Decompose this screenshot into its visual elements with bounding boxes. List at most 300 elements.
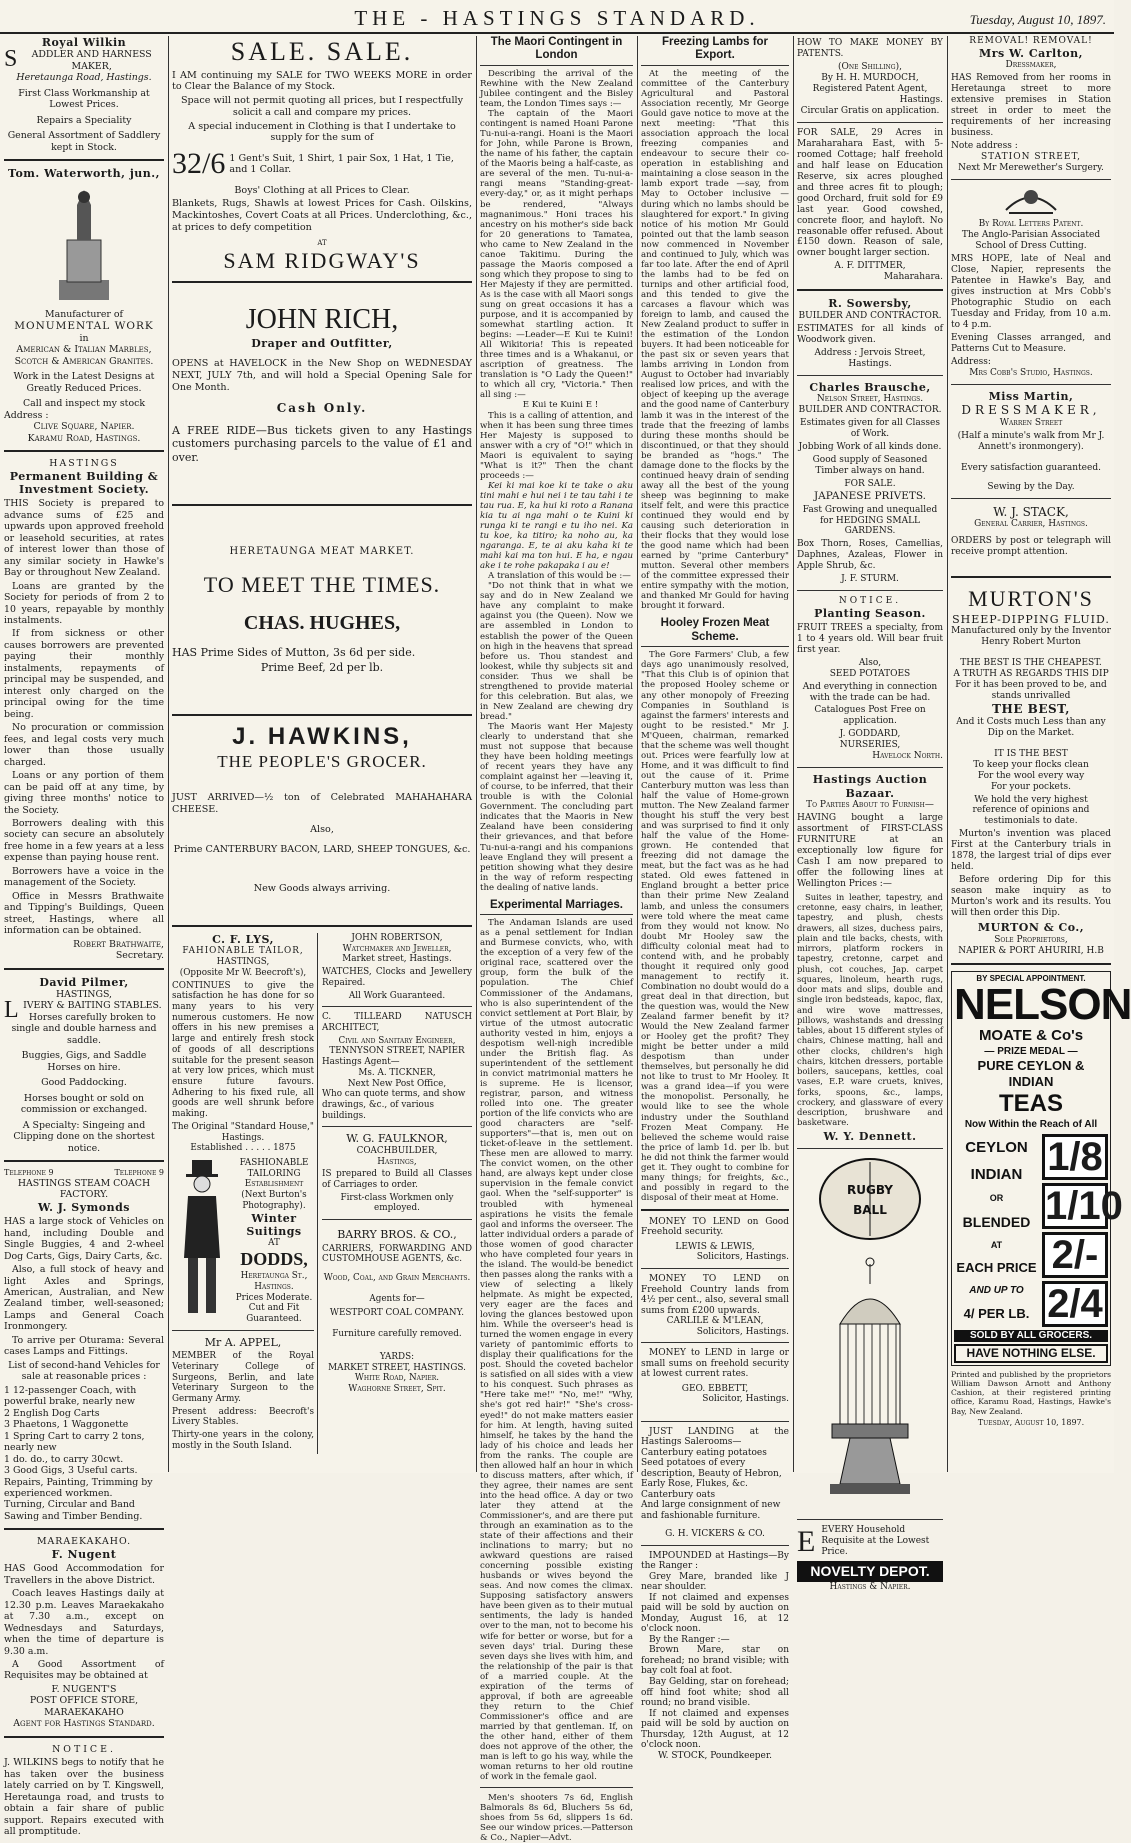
ad-line: BLENDED <box>962 1213 1031 1230</box>
ad-text: HAS Removed from her rooms in Heretaunga street to more extensive premises in Station street in order to meet the requirements of her increasing business. <box>951 73 1111 139</box>
ad-line: 3 Phaetons, 1 Waggonette <box>4 1419 129 1431</box>
ad-line: Establishment <box>244 1179 304 1190</box>
ad-line: MARKET STREET, HASTINGS. <box>328 1362 466 1373</box>
ad-line: Karamu Road, Hastings. <box>27 432 141 444</box>
ad-line: — PRIZE MEDAL — <box>984 1045 1078 1057</box>
ad-text: Coach leaves Hastings daily at 12.30 p.m. Leaves Maraekakaho at 7.30 a.m., except on Wednesdays and Saturdays, when the time of departure is 9.30 a.m. <box>4 1588 164 1657</box>
ad-line: JOHN ROBERTSON, <box>351 932 443 943</box>
ad-text: Thirty-one years in the colony, mostly in the South Island. <box>172 1430 314 1451</box>
ad-line: A Specialty: Singeing and Clipping done on the shortest notice. <box>13 1119 155 1154</box>
ad-headline: TO MEET THE TIMES. <box>203 572 441 598</box>
monument-illustration <box>49 185 119 305</box>
ad-line: BY SPECIAL APPOINTMENT. <box>976 973 1086 983</box>
article-text: The Gore Farmers' Club, a few days ago unanimously resolved, "That this Club is of opinion that the proposed Hooley scheme or any other monopoly of Freezing Companies in Southland is against the farmers' interests and ought to be resisted." Mr J. M'Queen, chairman, remarked that the scheme was well thought out. Prices were fearfully low at Home, and it was difficult to find out the cause of it. Prime Canterbury mutton was less than half the value of Home-grown mutton. The New Zealand farmer thought his stuff the very best and was surprised to find it only half the value of the Home-grown. He contended that freezing did not damage the meat, but the fact was as he had stated. Old ewes fattened in England brought a better price than their prime New Zealand lamb, and unless the consumers were told where the meat came from they would not know. No doubt Mr Hooley saw the difficulty colonial meat had to contend with, and he probably thought it required only good management to rectify it. Combination no doubt would do a great deal in that direction, but the question was, would the New Zealand farmer benefit by it? Would the New Zealand farmer or Hooley get the profit? They might be better under a mild despotism than under themselves, but personally he did not like to trust to Mr Hooley. It was a grand idea—if you were the monopolist. Personally, he would like to see the whole industry under the Southland Frozen Meat Company. He believed the scheme would raise the price of lamb 1d. per lb. but he did not think the farmer would get it. They ought to combine for many things; for freights, &c., and possibly in regard to the disposal of their meat at Home. <box>641 650 789 1203</box>
ad-line: HASTINGS STEAM COACH FACTORY. <box>17 1177 151 1201</box>
column-rule <box>168 36 169 1472</box>
ad-name: Tom. Waterworth, jun., <box>8 167 160 181</box>
ad-text: I AM continuing my SALE for TWO WEEKS MORE in order to Clear the Balance of my Stock. <box>172 69 472 93</box>
ad-text: Evening Classes arranged, and Patterns Cut to Measure. <box>951 332 1111 354</box>
ad-signature: Robert Brathwaite, <box>73 938 164 950</box>
ad-line: The Original "Standard House," Hastings. <box>172 1121 314 1143</box>
ad-text: Estimates given for all Classes of Work. <box>800 417 940 439</box>
ad-line: Horses bought or sold on commission or exchanged. <box>20 1092 148 1116</box>
ad-line: Agents for— <box>369 1293 425 1304</box>
ad-line: IT IS THE BEST <box>994 748 1068 759</box>
ad-line: 1 do. do., to carry 30cwt. <box>4 1453 124 1465</box>
ad-name: Planting Season. <box>814 607 926 621</box>
ad-line: To Parties About to Furnish— <box>806 800 934 811</box>
ad-line: Waghorne Street, Spit. <box>348 1384 446 1395</box>
ad-text: We hold the very highest reference of opinions and testimonials to date. <box>972 794 1090 827</box>
ad-text: MONEY to LEND in large or small sums on freehold security at lowest current rates. <box>641 1348 789 1380</box>
masthead-title: THE - HASTINGS STANDARD. <box>354 6 760 30</box>
ad-text: If not claimed and expenses paid will be sold by auction on Monday, August 16, at 12 o'clock noon. <box>641 1592 789 1635</box>
ad-signature: W. STOCK, Poundkeeper. <box>657 1750 773 1761</box>
ad-line: BUILDER AND CONTRACTOR. <box>798 404 942 415</box>
ad-name: C. F. LYS, <box>212 932 274 946</box>
ad-text: Borrowers have a voice in the management of the Society. <box>4 865 164 889</box>
ad-line: MARAEKAKAHO <box>44 1706 124 1718</box>
ad-line: COACHBUILDER, <box>356 1145 438 1156</box>
ad-text: CONTINUES to give the satisfaction he has done for so many years to his very numerous customers. He now offers in his new premises a large and entirely fresh stock of goods of all descriptions suitable for the present season at very low prices, which must ensure future favours. Adhering to his fixed rule, all goods are well shrunk before making. <box>172 980 314 1120</box>
ad-name: Permanent Building & Investment Society. <box>9 469 159 496</box>
ad-line: Hastings. <box>899 94 943 105</box>
ad-headline: JOHN RICH, <box>245 303 399 335</box>
ad-line: For the wool every way <box>977 770 1085 781</box>
ad-text: If from sickness or other causes borrowers are prevented paying their monthly instalments, repayments of principal may be suspended, and interest only charged on the principal owing for the time being. <box>4 628 164 720</box>
ad-line: By Royal Letters Patent. <box>978 219 1084 230</box>
ad-line: TENNYSON STREET, NAPIER <box>329 1046 465 1057</box>
ad-line: Solicitor, Hastings. <box>702 1394 789 1405</box>
ad-line: in <box>79 332 89 344</box>
ad-name: Charles Brausche, <box>809 380 931 394</box>
ad-line: Repairs, Painting, Trimming by experienced workmen. <box>4 1476 153 1499</box>
ad-line: Manufactured only by the Inventor Henry Robert Murton <box>951 626 1111 648</box>
ad-line: Watchmaker and Jeweller, <box>342 943 452 954</box>
rugby-ball-and-birdcage-illustration <box>810 1154 930 1514</box>
ad-line: Cut and Fit Guaranteed. <box>246 1303 302 1324</box>
ad-line: HASTINGS, <box>55 989 113 1001</box>
ad-line: A. F. DITTMER, <box>834 261 906 272</box>
column-1 <box>4 36 164 1838</box>
ad-line: A TRUTH AS REGARDS THIS DIP <box>953 669 1109 680</box>
ad-line: AT <box>268 1238 280 1249</box>
ad-name: THE BEST, <box>992 702 1070 717</box>
ad-headline: SALE. SALE. <box>230 37 414 66</box>
ad-line: THE BEST IS THE CHEAPEST. <box>960 658 1102 669</box>
ad-line: NAPIER & PORT AHURIRI, H.B <box>958 945 1104 956</box>
ad-line: 3 Good Gigs, 3 Useful carts. <box>4 1465 138 1477</box>
gentleman-illustration <box>172 1158 232 1318</box>
ad-line: Ms. A. TICKNER, <box>358 1067 436 1078</box>
ad-text: Office in Messrs Brathwaite and Tipping's Buildings, Queen street, Hastings, where all information can be obtained. <box>4 890 164 937</box>
ad-line: Seed potatoes of every description, Beauty of Hebron, Early Rose, Flukes, &c. <box>641 1458 782 1490</box>
ad-text: (Half a minute's walk from Mr J. Annett's ironmongery). <box>957 430 1105 452</box>
ad-line: Hastings Agent— <box>322 1057 400 1068</box>
ad-name: F. Nugent <box>51 1547 117 1561</box>
ad-line: DRESSMAKER, <box>961 403 1101 418</box>
ad-name: Miss Martin, <box>988 389 1074 403</box>
ad-headline: DODDS, <box>240 1249 308 1270</box>
ad-text: JUST LANDING at the Hastings Salerooms— <box>641 1426 789 1448</box>
ad-text: MONEY TO LEND on Good Freehold security. <box>641 1216 789 1238</box>
ad-signature: Secretary. <box>115 950 164 962</box>
tea-price: 1/8 <box>1042 1134 1108 1180</box>
ad-signature: G. H. VICKERS & CO. <box>665 1529 765 1540</box>
ad-text: List of second-hand Vehicles for sale at reasonable prices : <box>8 1359 160 1383</box>
article-text: At the meeting of the committee of the Canterbury Agricultural and Pastoral Association recently, Mr George Gould gave notice to move at the next meeting: "That this association approach the local freezing companies and endeavour to secure their co-operation in establishing and maintaining a close season in the lamb export trade —say, from May to October inclusive —during which no lambs should be slaughtered for export." In giving notice of his motion Mr Gould pointed out that the lamb season now commenced in November and continued to July, which was far too late. After the end of April the lambs had to be fed on turnips and other artificial food, and this tended to give the carcases a flavour which was foreign to lamb, and caused the New Zealand product to suffer in the estimation of the London buyers. It had been noticeable for the past six or seven years that lambs arriving in London from August to October had invariably realised low prices, and with the object of keeping up the average and the good name of Canterbury lamb it was in the interest of the trade that the freezing of lambs during these months should be discontinued, or that they should be branded as "hogs." The damage done to the flocks by the continued heavy drain of sending away all the best of the young sheep was beginning to make itself felt, and were this practice continued they would end by causing such deterioration in their flocks that they would lose the good name which had been earned by "prime Canterbury" mutton. Several other members of the committee expressed their entire sympathy with the motion, and thanked Mr Gould for having brought it forward. <box>641 68 789 612</box>
ad-line: J. GODDARD, <box>839 729 901 740</box>
ad-line: First-class Workmen only employed. <box>340 1192 454 1214</box>
ad-line: AND UP TO <box>969 1285 1024 1296</box>
ad-line: New Goods always arriving. <box>253 883 391 895</box>
ad-text: FRUIT TREES a specialty, from 1 to 4 years old. Will bear fruit first year. <box>797 622 943 655</box>
article-text: "Do not think that in what we say and do in New Zealand we have any complaint to make against you (the Queen). Now we are assembled in London to establish the power of the Queen on high in the heavens that spread before us. Thou standest and lookest, while thy subjects sit and consider. Thus we shall be strengthened to provide material for this celebration. But alas, we in New Zealand are chewing dry bread." <box>480 581 633 722</box>
ad-text: JUST ARRIVED—½ ton of Celebrated MAHAHAHARA CHEESE. <box>172 792 472 816</box>
ad-line: Address : Jervois Street, Hastings. <box>814 347 926 369</box>
royal-crest-icon <box>1001 185 1061 215</box>
ad-text: MONEY TO LEND on Freehold Country lands from 4½ per cent., also, several small sums from £200 upwards. <box>641 1273 789 1316</box>
ad-line: Horses carefully broken to single and double harness and saddle. <box>11 1011 157 1046</box>
ad-line: Sewing by the Day. <box>987 481 1075 492</box>
imprint-date: Tuesday, August 10, 1897. <box>977 1417 1085 1427</box>
ad-text: Also, a full stock of heavy and light Axles and Springs, American, Australian, and New Zealand timber, well-seasoned; Lamps and General Coach Ironmongery. <box>4 1264 164 1333</box>
ad-headline: MURTON'S <box>968 586 1094 612</box>
ad-line: MAKER, <box>71 60 112 72</box>
imprint-text: Printed and published by the proprietors William Dawson Arnott and Anthony Cashion, at their registered printing office, Karamu Road, Hastings, Hawke's Bay, New Zealand. <box>951 1369 1111 1416</box>
ad-text: No procuration or commission fees, and legal costs very much lower than those usually charged. <box>4 722 164 768</box>
ad-text: Blankets, Rugs, Shawls at lowest Prices for Cash. Oilskins, Mackintoshes, Covert Coats at all Prices. Underclothing, &c., at prices to defy competition <box>172 198 472 233</box>
drop-cap: L <box>4 997 19 1024</box>
ad-text: Before ordering Dip for this season make inquiry as to Murton's work and its results. You will then order this Dip. <box>951 875 1111 919</box>
ad-text: 1 Gent's Suit, 1 Shirt, 1 pair Sox, 1 Hat, 1 Tie, and 1 Collar. <box>229 152 454 176</box>
ad-line: General Carrier, Hastings. <box>974 519 1088 530</box>
ad-line: AT <box>317 239 327 248</box>
ad-line: Next New Post Office, <box>347 1078 447 1089</box>
article-text: The captain of the Maori contingent is named Hoani Parone Tu-nui-a-rangi. Hoani is the Maori for John, while Parone is Brown, the name of his father, the captain of the Maoris being a half-caste, as are several of the men. Tu-nui-a-rangi means "Standing-great-every-day," or, as it might perhaps be rendered, "Always magnanimous." Honi traces his ancestry on his mother's side back for 20 generations to Tamatea, who came to New Zealand in the canoe Takitimu. During the passage the Maoris composed a song which they propose to sing to Her Majesty if they are permitted. As is the case with all Maori songs sung on great occasions it has a purpose, and it is accompanied by somewhat startling action. It begins: —Leader—E Kui te Kuini! All Wikitoria! This is repeated three times and is a Whakanui, or ascription of greatness. The translation is "O Lady the Queen!" to which all cry, "Victoria." Then all sing :— <box>480 109 634 401</box>
ad-line: Nelson Street, Hastings. <box>816 394 924 404</box>
ad-line: INDIAN <box>970 1165 1023 1183</box>
ad-line: Prices Moderate. <box>235 1292 313 1303</box>
ad-headline: THE PEOPLE'S GROCER. <box>217 751 427 771</box>
ad-line: Established . . . . . 1875 <box>190 1143 296 1154</box>
ad-line: Turning, Circular and Band Sawing and Timber Bending. <box>4 1499 143 1522</box>
ad-line: White Road, Napier. <box>354 1373 440 1384</box>
ad-name: Mrs W. Carlton, <box>979 46 1083 60</box>
novelty-depot-banner: NOVELTY DEPOT. <box>797 1561 943 1582</box>
article-heading: The Maori Contingent in London <box>480 36 633 66</box>
ad-line: Warren Street <box>999 417 1063 428</box>
ad-line: Who can quote terms, and show drawings, &c., of various buildings. <box>322 1089 466 1121</box>
ad-line: Address: <box>951 356 991 367</box>
ad-name: R. Sowersby, <box>828 297 912 311</box>
ad-line: By H. H. MURDOCH, <box>821 72 919 83</box>
article-heading: Freezing Lambs for Export. <box>641 36 789 66</box>
ad-text: A FREE RIDE—Bus tickets given to any Hastings customers purchasing parcels to the value of £1 and over. <box>172 424 472 464</box>
article-text: The Andaman Islands are used as a penal settlement for Indian and Burmese convicts, who, with the exception of a very few of the original race, scattered over the group, form the bulk of the population. The Chief Commissioner of the Andamans, who is also superintendent of the convict settlement at Port Blair, by virtue of the utmost autocratic authority vested in him, enjoys a despotism well-nigh incredible under the British flag. As superintendent of the settlement in convict matrimonial matters he is supreme. He is licensor, registrar, parson, and witness rolled into one. The greater portion of the life convicts who are good characters are "self-supporters"—that is, men out on ticket-of-leave in the settlement. These men are allowed to marry. The convict women, on the other hand, are always kept under close supervision in the female convict gaol. When the "self-supporter" is troubled with hymeneal aspirations he visits the female gaol and informs the overseer. The latter individual orders a parade of those women of good character who have completed four years in the island. The would-be benedict then passes along the ranks with a view of selecting a likely helpmate. As might be expected, very eager are the faces and loving the glances bestowed upon him. While the overseer's head is turned the women engage in every variety of pantomimic efforts to display their qualifications for the post. Should the coveted bachelor is satisfied on all sides with a view to his conquest. Such phrases as "Here take me!" "No, me!" "Why, she's got red hair!" "She's cross-eyed!" do not make matters easier for him. At length, having suited himself, he takes by the hand the lady of his choice and leads her from the ranks. The couple are then allowed half an hour in which to discuss matters, after which, if they agree, their names are sent into the head office. A day or two later they attend at the Commissioner's, and are there put through an examination as to the state of their affections and their inclinations to marry; but no awkward questions are raised concerning possible existing husbands or wives beyond the seas. And now comes the climax. Supposing satisfactory answers have been given as to their mutual sentiments, the lady is handed over to the man, not to become his wife for better or worse, but for a seven days' trial. During these seven days she lives with him, and the relationship of the pair is that of a married couple. At the expiration of the terms of approval, if both are agreeable they return to the Chief Commissioner's office and are married by that gentleman. If, on the other hand, either of them does not approve of the other, the man is left to go his way, while the woman returns to her old routine of work in the female gaol. <box>480 918 633 1783</box>
ad-headline: J. HAWKINS, <box>232 723 412 751</box>
ad-text: ORDERS by post or telegraph will receive prompt attention. <box>951 536 1111 558</box>
ad-line: Telephone 9 <box>4 1168 54 1178</box>
ad-line: FASHIONABLE <box>239 1158 309 1169</box>
ad-line: (One Shilling), <box>838 61 902 72</box>
ad-line: 1 Spring Cart to carry 2 tons, nearly new <box>4 1430 145 1454</box>
ad-line: SEED POTATOES <box>829 668 911 679</box>
ad-text: HAS Prime Sides of Mutton, 3s 6d per side. <box>172 645 416 659</box>
ad-line: EACH PRICE <box>956 1259 1037 1275</box>
ad-line: JAPANESE PRIVETS. <box>813 489 927 502</box>
ad-text: Loans or any portion of them can be paid off at any time, by giving three months' notice to the Society. <box>4 770 164 816</box>
ad-line: Call and inspect my stock <box>22 398 146 410</box>
nelson-moate-tea-ad <box>951 971 1131 1366</box>
ad-text: MRS HOPE, late of Neal and Close, Napier, represents the Patentee in Hawke's Bay, and gives instruction at Mrs Cobb's Photographic Studio on each Tuesday and Friday, from 10 a.m. to 4 p.m. <box>951 253 1111 330</box>
ad-text: A Good Assortment of Requisites may be obtained at <box>4 1659 164 1682</box>
ad-name: W. J. Symonds <box>37 1200 130 1214</box>
column-rule <box>947 36 948 1472</box>
drop-cap: E <box>797 1524 816 1558</box>
article-text: E Kui te Kuini E ! <box>522 400 599 411</box>
ad-name: Mr A. APPEL, <box>204 1335 282 1349</box>
ad-line: CARLILE & M'LEAN, <box>666 1316 764 1327</box>
ad-line: The Anglo-Parisian Associated School of Dress Cutting. <box>961 230 1101 251</box>
ad-line: 4/ PER LB. <box>963 1306 1030 1322</box>
ad-text: Fast Growing and unequalled for HEDGING SMALL GARDENS. <box>802 504 938 537</box>
ad-text: Bay Gelding, star on forehead; off hind foot white; shod all round; no brand visible. <box>641 1677 789 1709</box>
column-rule <box>476 36 477 1472</box>
ad-line: REMOVAL! REMOVAL! <box>969 36 1093 46</box>
ad-line: YARDS: <box>379 1351 415 1362</box>
ad-text: Present address: Beecroft's Livery Stables. <box>172 1406 314 1428</box>
ad-line: F. NUGENT'S <box>51 1683 117 1695</box>
ad-line: AT <box>990 1239 1003 1250</box>
ad-headline: NELSON <box>954 980 1131 1030</box>
ad-text: A special inducement in Clothing is that I undertake to supply for the sum of <box>188 120 456 144</box>
ad-line: Maharahara. <box>883 272 943 283</box>
tea-price: 2/- <box>1042 1232 1108 1278</box>
ad-name: Cash Only. <box>276 401 368 416</box>
ad-line: All Work Guaranteed. <box>348 990 446 1001</box>
ad-line: To keep your flocks clean <box>973 759 1089 770</box>
ad-line: HASTINGS <box>49 458 119 470</box>
ad-address: Heretaunga Road, Hastings. <box>16 72 152 84</box>
ad-text: ESTIMATES for all kinds of Woodwork given. <box>797 323 943 345</box>
ad-line: Telephone 9 <box>114 1168 164 1178</box>
ad-line: Note address : <box>951 141 1018 152</box>
ad-text: Jobbing Work of all kinds done. <box>798 441 942 452</box>
article-text: This is a calling of attention, and when it has been sung three times Her Majesty is supposed to answer with a cry of "O!" which in Maori is equivalent to saying "What is it?" Then the chant proceeds :— <box>480 410 633 481</box>
ad-block <box>322 933 472 1454</box>
ad-line: Hastings & Napier. <box>829 1582 911 1593</box>
ad-line: (Opposite Mr W. Beecroft's), <box>179 967 307 978</box>
ad-line: TAILORING <box>247 1168 301 1179</box>
ad-headline: CHAS. HUGHES, <box>243 612 401 635</box>
ad-line: Also, <box>310 823 334 835</box>
ad-line: MONUMENTAL WORK <box>14 320 154 333</box>
article-text: A translation of this would be :— <box>488 571 631 582</box>
ad-text: OPENS at HAVELOCK in the New Shop on WEDNESDAY NEXT, JULY 7th, and will hold a Special Opening Sale for One Month. <box>172 358 472 393</box>
ad-line: Havelock North. <box>872 751 943 762</box>
ad-text: WATCHES, Clocks and Jewellery Repaired. <box>322 967 472 988</box>
ad-name: W. Y. Dennett. <box>823 1129 917 1143</box>
ad-text: Boys' Clothing at all Prices to Clear. <box>234 184 410 196</box>
ad-line: Civil and Sanitary Engineer, <box>338 1035 456 1046</box>
ad-text: And everything in connection with the trade can be had. <box>802 681 938 703</box>
ad-text: To arrive per Oturama: Several cases Lamps and Fittings. <box>4 1334 164 1358</box>
ad-text: THIS Society is prepared to advance sums of £25 and upwards upon approved freehold or leasehold securities, at rates of interest lower than those of any similar society in Hawke's Bay or throughout New Zealand. <box>4 498 164 579</box>
ad-line: LEWIS & LEWIS, <box>675 1241 755 1252</box>
ad-line: STATION STREET, <box>981 152 1081 163</box>
column-4 <box>641 36 789 1761</box>
ad-line: Every satisfaction guaranteed. <box>961 462 1101 473</box>
ad-line: POST OFFICE STORE, <box>29 1695 139 1707</box>
ad-line: ADDLER AND HARNESS <box>31 49 152 61</box>
article-heading: Hooley Frozen Meat Scheme. <box>641 617 789 647</box>
ad-name: Winter Suitings <box>246 1211 302 1239</box>
ad-line: MARAEKAKAHO. <box>36 1536 132 1548</box>
column-3 <box>480 36 634 1843</box>
ad-text: If not claimed and expenses paid will be sold by auction on Thursday, 12th August, at 12 o'clock noon. <box>641 1708 789 1751</box>
ad-line: SOLD BY ALL GROCERS. <box>954 1330 1108 1342</box>
ad-line: 1 12-passenger Coach, with powerful brake, nearly new <box>4 1384 137 1408</box>
ad-name: W. G. FAULKNOR, <box>346 1132 448 1146</box>
ad-line: WESTPORT COAL COMPANY. <box>329 1308 465 1319</box>
ad-line: MOATE & Co's <box>978 1027 1084 1045</box>
ad-text: Brown Mare, star on forehead; no brand visible; with bay colt foal at foot. <box>641 1645 789 1677</box>
ad-text: EVERY Household Requisite at the Lowest Price. <box>821 1525 930 1557</box>
ad-text: By the Ranger :— <box>649 1634 730 1645</box>
ad-name: Royal Wilkin <box>41 36 127 49</box>
ad-line: Registered Patent Agent, <box>812 83 928 94</box>
ad-line: CEYLON <box>965 1138 1028 1156</box>
ad-text: Prime Beef, 2d per lb. <box>260 661 384 675</box>
ad-line: FOR SALE. <box>844 478 896 489</box>
ad-line: HERETAUNGA MEAT MARKET. <box>229 546 415 558</box>
ad-line: NURSERIES, <box>839 740 901 751</box>
ad-text: IMPOUNDED at Hastings—By the Ranger : <box>641 1550 789 1572</box>
ad-line: Heretaunga St., Hastings. <box>240 1271 308 1292</box>
masthead <box>0 0 1114 34</box>
ad-line: Address : <box>4 409 49 421</box>
ad-line: Furniture carefully removed. <box>332 1329 462 1340</box>
ad-text: MEMBER of the Royal Veterinary College of Surgeons, Berlin, and late Veterinary Surgeon to the Germany Army. <box>172 1351 314 1404</box>
ad-text: Borrowers dealing with this society can secure an absolutely free home in a few years at a less expense than paying house rent. <box>4 817 164 864</box>
ad-headline: SAM RIDGWAY'S <box>223 247 421 273</box>
ad-line: Next Mr Merewether's Surgery. <box>958 163 1104 174</box>
column-rule <box>637 36 638 1472</box>
ad-line: Solicitors, Hastings. <box>696 1326 789 1337</box>
ad-text: FOR SALE, 29 Acres in Maraharahara East, with 5-roomed Cottage; half freehold and half lease on Education Reserve, six acres ploughed and three acres fit to plough; good Orchard, fruit sold for £9 last year. Good cowshed, concrete floor, and hayloft. No reasonable offer refused. About £150 down. Reason of sale, owner bought larger section. <box>797 127 943 259</box>
ad-line: HAVE NOTHING ELSE. <box>954 1344 1108 1363</box>
ad-line: Now Within the Reach of All <box>964 1118 1098 1130</box>
article-text: The Maoris want Her Majesty clearly to understand that she must not suppose that because they have been holding meetings of recent years they have any complaint against her —leaving it, of course, to be inferred, that their trouble is with the Colonial Government. The concluding part indicates that the Maoris in New Zealand have been considering their grievances, and that before Tu-nui-a-rangi and his companions leave England they will present a petition showing what they desire in the way of reform respecting the dealing of native lands. <box>480 721 633 893</box>
ad-line: Clive Square, Napier. <box>33 421 135 433</box>
ad-line: PURE CEYLON & INDIAN <box>977 1057 1085 1089</box>
ad-line: TEAS <box>998 1090 1063 1118</box>
ad-line: First Class Workmanship at Lowest Prices. <box>18 87 150 111</box>
ball-label: RUGBY <box>846 1183 894 1198</box>
ad-name: W. J. STACK, <box>993 504 1069 519</box>
ad-name: David Pilmer, <box>39 975 129 989</box>
ad-line: For your pockets. <box>991 781 1071 792</box>
ad-text: Grey Mare, branded like J near shoulder. <box>641 1571 789 1593</box>
ad-text: HAS a large stock of Vehicles on hand, including Double and Single Buggies, 4 and 2-wheel Dog Carts, Gigs, Dairy Carts, &c. <box>4 1216 164 1262</box>
ad-line: Canterbury eating potatoes <box>641 1447 767 1458</box>
ad-text: IS prepared to Build all Classes of Carriages to order. <box>322 1169 472 1191</box>
ad-line: Market street, Hastings. <box>342 954 452 965</box>
ad-line: Sole Proprietors, <box>994 934 1068 945</box>
ad-name: MURTON & Co., <box>977 921 1085 935</box>
ad-text: Loans are granted by the Society for periods of from 2 to 10 years, repayable by monthly instalments. <box>4 580 164 627</box>
ad-text: CARRIERS, FORWARDING AND CUSTOMHOUSE AGENTS, &c. <box>322 1243 472 1265</box>
ad-text: Box Thorn, Roses, Camellias, Daphnes, Azaleas, Flower in Apple Shrub, &c. <box>797 539 943 572</box>
column-6 <box>951 36 1131 1472</box>
sale-price: 32/6 <box>172 146 226 180</box>
ad-line: And it Costs much Less than any Dip on the Market. <box>956 716 1106 738</box>
masthead-date: Tuesday, August 10, 1897. <box>969 12 1106 27</box>
column-rule <box>793 36 794 1472</box>
ad-line: Repairs a Speciality <box>36 114 132 126</box>
ad-line: BUILDER AND CONTRACTOR. <box>798 310 942 321</box>
article-text: Kei ki mai koe ki te take o aku tini mahi e hui nei i te tau tahi i te tau rua. E, ka hui ki roto a Ranana kia tu ai nga mahi o te Kuini ki runga ki te rangi e tu iho nei. Ka tu koe, ka titiro; ka noho au, ka ngaranga. E, te ai aku kaha ki te mahi kai ma ton hui. E ha, e ngau ake i te rohe pakapaka i au e! <box>480 480 633 572</box>
ad-line: Manufacturer of <box>45 308 123 320</box>
ad-line: General Assortment of Saddlery kept in Stock. <box>7 130 161 153</box>
ad-line: Solicitors, Hastings. <box>696 1252 789 1263</box>
column-2 <box>172 36 472 1472</box>
ad-line: American & Italian Marbles, Scotch & American Granites. <box>14 344 154 367</box>
ad-line: Good Paddocking. <box>41 1077 127 1089</box>
tea-price: 1/10 <box>1042 1183 1108 1229</box>
ball-label: BALL <box>853 1203 887 1218</box>
ad-block <box>172 933 318 1454</box>
ad-line: OR <box>989 1193 1004 1204</box>
ad-text: C. TILLEARD NATUSCH ARCHITECT, <box>322 1012 472 1033</box>
ad-line: Prime CANTERBURY BACON, LARD, SHEEP TONGUES, &c. <box>173 843 471 855</box>
ad-name: Hastings Auction Bazaar. <box>812 773 928 800</box>
article-text: Describing the arrival of the Rewhine with the New Zealand Jubilee contingent and the Bisley team, the London Times says :— <box>480 68 633 110</box>
ad-text: Catalogues Post Free on application. <box>814 705 926 727</box>
ad-line: Wood, Coal, and Grain Merchants. <box>323 1273 471 1284</box>
ad-text: Good supply of Seasoned Timber always on hand. <box>812 454 928 476</box>
ad-line: SHEEP-DIPPING FLUID. <box>952 612 1110 626</box>
ad-line: Agent for Hastings Standard. <box>13 1718 155 1730</box>
ad-line: Mrs Cobb's Studio, Hastings. <box>969 367 1093 378</box>
ad-text: J. WILKINS begs to notify that he has taken over the business lately carried on by T. Kingswell, Heretaunga road, and trusts to obtain a fair share of public support. Repairs executed with all promptitude. <box>4 1757 164 1838</box>
ad-line: J. F. STURM. <box>841 574 899 585</box>
ad-line: Hastings, <box>377 1156 417 1167</box>
ad-line: IVERY & BAITING STABLES. <box>23 1000 162 1012</box>
ad-line: Also, <box>858 657 882 668</box>
ad-text: HAS Good Accommodation for Travellers in the above District. <box>4 1563 164 1586</box>
ad-line: (Next Burton's Photography). <box>241 1190 307 1211</box>
ad-text: Space will not permit quoting all prices, but I respectfully solicit a call and compare my prices. <box>180 95 464 118</box>
ad-line: Work in the Latest Designs at Greatly Reduced Prices. <box>13 371 155 394</box>
ad-line: Canterbury oats <box>641 1489 716 1500</box>
ad-line: And large consignment of new and fashionable furniture. <box>641 1500 781 1521</box>
article-heading: Experimental Marriages. <box>480 899 633 915</box>
ad-line: FAHIONABLE TAILOR, <box>182 946 304 957</box>
ad-text: Murton's invention was placed First at the Canterbury trials in 1878, the largest trial of dips ever held. <box>951 829 1111 873</box>
ad-text: HAVING bought a large assortment of FIRST-CLASS FURNITURE at an exceptionally low figure for Cash I am now prepared to offer the following lines at Wellington Prices :— <box>797 813 943 889</box>
ad-line: Circular Gratis on application. <box>800 105 940 116</box>
drop-cap: S <box>4 46 18 73</box>
ad-line: Dressmaker, <box>1005 60 1057 71</box>
ad-line: NOTICE. <box>838 596 902 607</box>
ad-line: HASTINGS, <box>216 957 270 968</box>
ad-name: Draper and Outfitter, <box>251 336 393 350</box>
ad-line: 2 English Dog Carts <box>4 1407 100 1419</box>
ad-text: HOW TO MAKE MONEY BY PATENTS. <box>797 38 943 59</box>
ad-line: For it has been proved to be, and stands unrivalled <box>955 680 1107 702</box>
